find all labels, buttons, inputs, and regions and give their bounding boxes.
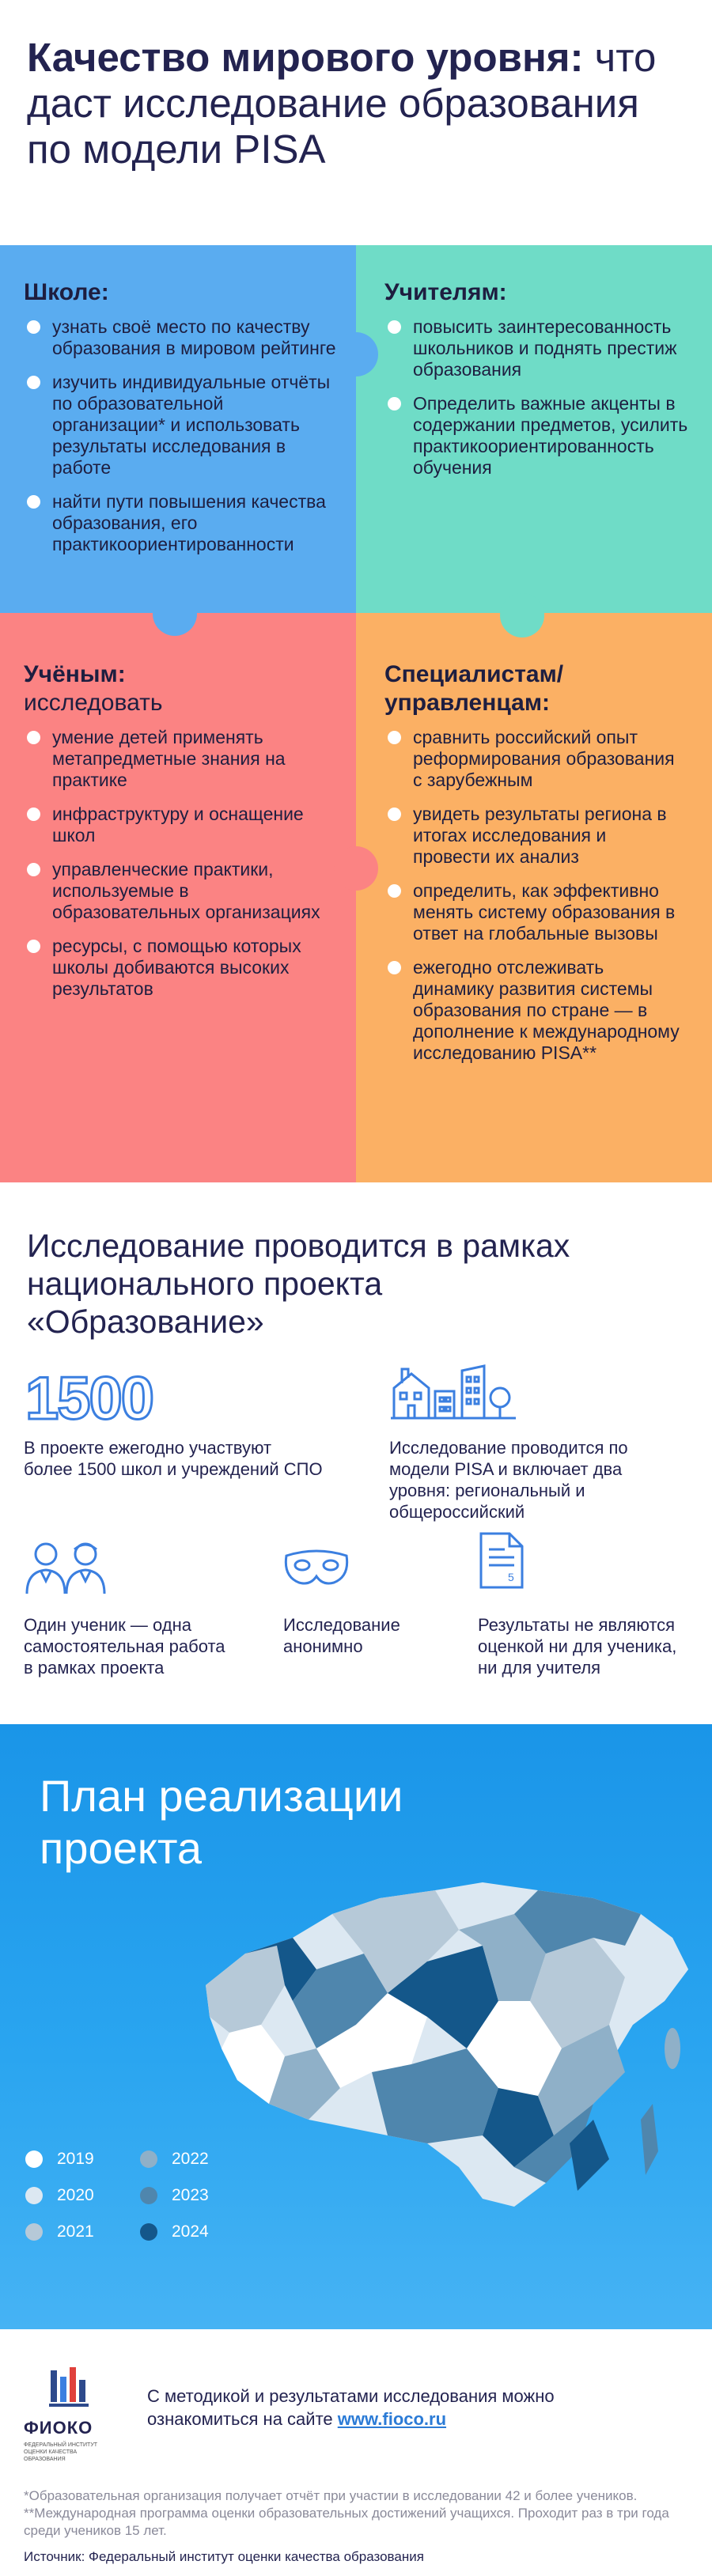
map-island: [641, 2104, 658, 2175]
legend-item: [140, 2150, 209, 2169]
map-island: [665, 2028, 680, 2069]
schools-text: В проекте ежегодно участвуют более 1500 школ и учреждений СПО: [24, 1438, 323, 1479]
list-item-text: Определить важные акценты в содержании предметов, усилить практикоориентированность обучения: [413, 393, 688, 478]
list-item-text: увидеть результаты региона в итогах исследования и провести их анализ: [413, 804, 667, 867]
list-item-text: узнать своё место по качеству образования в мировом рейтинге: [52, 316, 336, 358]
list-item: [24, 804, 324, 846]
scientists-list: [24, 727, 324, 1000]
list-item: [24, 491, 340, 555]
list-item-text: управленческие практики, используемые в образовательных организациях: [52, 859, 320, 922]
list-item-text: инфраструктуру и оснащение школ: [52, 804, 304, 845]
legend-dot: [25, 2150, 43, 2168]
bullet-icon: [27, 495, 40, 509]
list-item: [24, 859, 324, 923]
fioco-logo-icon: [46, 2362, 97, 2413]
legend-label: 2022: [172, 2150, 209, 2168]
legend-label: 2020: [57, 2186, 94, 2204]
benefits-puzzle: [0, 245, 712, 1182]
legend-item: [140, 2186, 209, 2205]
school-list: [24, 316, 340, 555]
bullet-icon: [388, 884, 401, 898]
map-title: План реализации проекта: [40, 1771, 403, 1873]
list-item: [384, 804, 685, 868]
puzzle-knob: [334, 332, 378, 376]
list-item: [384, 880, 685, 944]
list-item-text: изучить индивидуальные отчёты по образовательной организации* и использовать результаты исследования в работе: [52, 372, 331, 478]
list-item: [24, 372, 340, 479]
logo-caption: ФЕДЕРАЛЬНЫЙ ИНСТИТУТ ОЦЕНКИ КАЧЕСТВА ОБРАЗОВАНИЯ: [24, 2442, 98, 2462]
info-text: [147, 2385, 669, 2430]
list-item-text: ежегодно отслеживать динамику развития системы образования по стране — в дополнение к международному исследованию PISA**: [413, 957, 680, 1063]
list-item: [24, 316, 340, 359]
puzzle-knob: [500, 593, 544, 637]
legend-dot: [25, 2187, 43, 2204]
schools-count: 1500: [25, 1365, 153, 1432]
title-bold: Качество мирового уровня:: [27, 35, 584, 80]
project-section: [0, 1182, 712, 1724]
list-item: [384, 316, 693, 380]
footnote-1: *Образовательная организация получает отчёт при участии в исследовании 42 и более учеников.: [24, 2488, 638, 2503]
legend-item: [25, 2186, 94, 2205]
list-item-text: определить, как эффективно менять систему образования в ответ на глобальные вызовы: [413, 880, 676, 944]
footer: [0, 2329, 712, 2576]
bullet-icon: [388, 961, 401, 974]
legend-label: 2019: [57, 2150, 94, 2168]
legend-label: 2023: [172, 2186, 209, 2204]
legend-dot: [25, 2223, 43, 2241]
managers-heading: Специалистам/ управленцам:: [384, 661, 564, 716]
bullet-icon: [27, 940, 40, 953]
bullet-icon: [27, 731, 40, 744]
legend-dot: [140, 2187, 157, 2204]
list-item-text: ресурсы, с помощью которых школы добиваются высоких результатов: [52, 936, 301, 999]
list-item: [384, 727, 685, 791]
doc-icon-digit: 5: [508, 1571, 514, 1583]
title-rest: что даст исследование образования по модели PISA: [27, 35, 657, 172]
bullet-icon: [27, 376, 40, 389]
russia-map: [198, 1867, 704, 2246]
footnote-2: **Международная программа оценки образовательных достижений учащихся. Проходит раз в три года среди учеников 15 лет.: [24, 2506, 669, 2538]
scientists-block: [24, 660, 324, 1012]
site-link[interactable]: www.fioco.ru: [337, 2409, 447, 2429]
bullet-icon: [388, 731, 401, 744]
legend-dot: [140, 2150, 157, 2168]
school-heading: Школе:: [24, 279, 109, 305]
teachers-list: [384, 316, 693, 479]
legend-item: [25, 2222, 94, 2241]
managers-block: [384, 660, 685, 1076]
bullet-icon: [27, 320, 40, 334]
list-item: [384, 393, 693, 479]
managers-list: [384, 727, 685, 1064]
scientists-subheading: исследовать: [24, 690, 163, 716]
scientists-heading: Учёным:: [24, 661, 126, 687]
legend-label: 2021: [57, 2222, 94, 2241]
list-item-text: сравнить российский опыт реформирования образования с зарубежным: [413, 727, 675, 790]
source-line: Источник: Федеральный институт оценки качества образования: [24, 2549, 424, 2564]
info-sentence: С методикой и результатами исследования можно ознакомиться на сайте: [147, 2386, 555, 2429]
results-text: Результаты не являются оценкой ни для ученика, ни для учителя: [478, 1615, 677, 1678]
page-title: [0, 0, 712, 245]
students-icon: [24, 1538, 108, 1595]
puzzle-knob: [334, 846, 378, 891]
footnotes: [24, 2487, 680, 2540]
puzzle-knob: [153, 592, 197, 636]
list-item: [384, 957, 685, 1064]
legend-label: 2024: [172, 2222, 209, 2241]
bullet-icon: [27, 863, 40, 876]
model-text: Исследование проводится по модели PISA и включает два уровня: региональный и общероссийский: [389, 1438, 628, 1522]
project-title: Исследование проводится в рамках национального проекта «Образование»: [27, 1227, 570, 1340]
bullet-icon: [388, 320, 401, 334]
anonymous-text: Исследование анонимно: [283, 1615, 400, 1656]
list-item-text: найти пути повышения качества образования, его практикоориентированности: [52, 491, 326, 554]
legend-item: [25, 2150, 94, 2169]
legend-dot: [140, 2223, 157, 2241]
list-item-text: повысить заинтересованность школьников и поднять престиж образования: [413, 316, 677, 380]
teachers-heading: Учителям:: [384, 279, 507, 305]
mask-icon: [283, 1546, 350, 1587]
school-block: [24, 278, 340, 568]
list-item: [24, 936, 324, 1000]
bullet-icon: [388, 397, 401, 410]
buildings-icon: [391, 1363, 517, 1421]
map-section: [0, 1724, 712, 2329]
teachers-block: [384, 278, 693, 491]
list-item: [24, 727, 324, 791]
bullet-icon: [27, 808, 40, 821]
list-item-text: умение детей применять метапредметные знания на практике: [52, 727, 286, 790]
student-text: Один ученик — одна самостоятельная работа в рамках проекта: [24, 1615, 225, 1678]
document-icon: [478, 1530, 527, 1591]
legend-item: [140, 2222, 209, 2241]
bullet-icon: [388, 808, 401, 821]
logo-name: ФИОКО: [24, 2418, 93, 2438]
